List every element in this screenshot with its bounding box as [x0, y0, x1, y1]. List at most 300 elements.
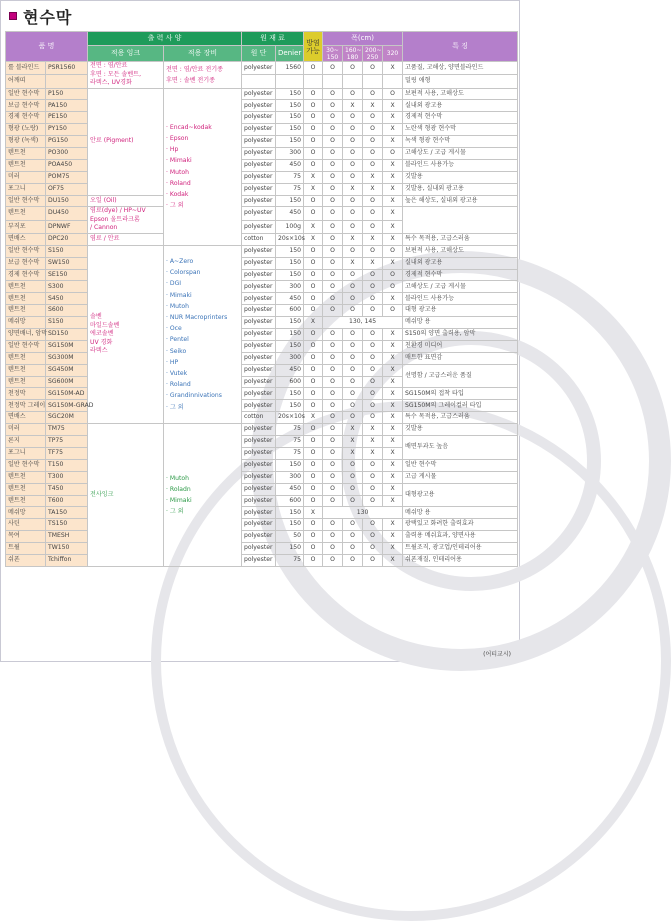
ink-group: 전면 : 염/안료 후면 : 모든 솔벤트, 라텍스, UV경화	[88, 62, 164, 89]
width-availability: X	[383, 159, 403, 171]
flame-retardant: O	[304, 269, 323, 281]
model-code: PSR1560	[46, 62, 88, 75]
denier-value: 150	[276, 100, 304, 112]
width-availability: X	[383, 424, 403, 436]
product-name: 경제 현수막	[6, 269, 46, 281]
fabric-type: polyester	[242, 364, 276, 376]
product-name: 미러	[6, 171, 46, 183]
width-availability: O	[363, 364, 383, 376]
width-availability: O	[343, 305, 363, 317]
width-availability: X	[343, 100, 363, 112]
width-availability: X	[383, 195, 403, 207]
ink-group: 염료(dye) / HP~UV Epson 울트라크롬 / Cannon	[88, 207, 164, 234]
width-availability: O	[363, 159, 383, 171]
width-availability: O	[343, 388, 363, 400]
width-availability: O	[323, 483, 343, 495]
denier-value: 150	[276, 543, 304, 555]
flame-retardant: O	[304, 293, 323, 305]
denier-value: 50	[276, 531, 304, 543]
width-availability: X	[383, 436, 403, 448]
fabric-type: polyester	[242, 543, 276, 555]
product-name: 면배스	[6, 233, 46, 245]
product-name: 텐트천	[6, 364, 46, 376]
fabric-type: polyester	[242, 495, 276, 507]
flame-retardant: X	[304, 412, 323, 424]
width-availability: O	[323, 88, 343, 100]
width-availability: X	[363, 447, 383, 459]
flame-retardant: O	[304, 531, 323, 543]
fabric-type: polyester	[242, 340, 276, 352]
width-availability: O	[363, 329, 383, 341]
fabric-type: polyester	[242, 269, 276, 281]
ink-group: 전사잉크	[88, 424, 164, 567]
flame-retardant: O	[304, 100, 323, 112]
flame-retardant: O	[304, 483, 323, 495]
model-code: SG150M-AD	[46, 388, 88, 400]
width-availability: X	[343, 257, 363, 269]
fabric-type: polyester	[242, 507, 276, 519]
width-availability: O	[343, 159, 363, 171]
table-row	[6, 183, 518, 195]
model-code: SW150	[46, 257, 88, 269]
width-availability: O	[343, 459, 363, 471]
header-width-4: 320	[383, 46, 403, 62]
product-name: 텐트천	[6, 147, 46, 159]
product-name: 천정막	[6, 388, 46, 400]
fabric-type: polyester	[242, 471, 276, 483]
product-name: 형광 (녹색)	[6, 136, 46, 148]
feature-text: 고해상도 / 고급 게시물	[403, 147, 518, 159]
product-name: 트윌	[6, 543, 46, 555]
product-name: 텐트천	[6, 293, 46, 305]
width-availability: O	[383, 305, 403, 317]
product-name: 양면배너, 암막	[6, 329, 46, 341]
feature-text: 높은 해상도, 실내외 광고용	[403, 195, 518, 207]
fabric-type: polyester	[242, 136, 276, 148]
denier-value: 300	[276, 352, 304, 364]
denier-value: 20s×10s	[276, 233, 304, 245]
width-availability: O	[323, 159, 343, 171]
width-availability: X	[383, 447, 403, 459]
denier-value: 150	[276, 317, 304, 329]
width-availability: O	[323, 136, 343, 148]
width-availability: X	[343, 424, 363, 436]
equipment-group: · A~Zero · Colorspan · DGI · Mimaki · Mutoh · NUR Macroprinters · Oce · Pentel · Seiko · HP · Vutek · Roland · Grandinnivations · 그 외	[164, 245, 242, 423]
width-availability: O	[363, 495, 383, 507]
header-fabric: 원 단	[242, 46, 276, 62]
fabric-type: polyester	[242, 62, 276, 75]
equipment-group: · Mutoh · Roladn · Mimaki · 그 외	[164, 424, 242, 567]
width-availability: X	[363, 436, 383, 448]
model-code: TW150	[46, 543, 88, 555]
width-availability: O	[343, 519, 363, 531]
feature-text: 보편적 사용, 고해상도	[403, 245, 518, 257]
width-availability: O	[323, 388, 343, 400]
width-availability: O	[363, 88, 383, 100]
width-availability	[323, 75, 343, 88]
fabric-type: polyester	[242, 124, 276, 136]
flame-retardant: O	[304, 245, 323, 257]
width-availability: O	[343, 136, 363, 148]
model-code: S300	[46, 281, 88, 293]
width-availability: O	[363, 136, 383, 148]
width-availability: O	[323, 364, 343, 376]
width-availability: O	[343, 495, 363, 507]
model-code: TMESH	[46, 531, 88, 543]
product-name: 쉬폰	[6, 554, 46, 566]
flame-retardant: O	[304, 364, 323, 376]
product-name: 어깨띠	[6, 75, 46, 88]
header-width-3: 200~ 250	[363, 46, 383, 62]
width-availability: O	[343, 412, 363, 424]
flame-retardant: O	[304, 195, 323, 207]
width-availability: O	[343, 220, 363, 233]
feature-text: 트윌조직, 광고업/인테리어용	[403, 543, 518, 555]
feature-text: 일반 현수막	[403, 459, 518, 471]
width-availability	[363, 75, 383, 88]
model-code: SG150M	[46, 340, 88, 352]
denier-value: 150	[276, 112, 304, 124]
equipment-group: 전면 : 염/안료 전기종 후면 : 솔벤 전기종	[164, 62, 242, 89]
table-row	[6, 388, 518, 400]
width-availability: O	[323, 543, 343, 555]
fabric-type: polyester	[242, 100, 276, 112]
fabric-type: polyester	[242, 483, 276, 495]
denier-value: 300	[276, 471, 304, 483]
fabric-type: polyester	[242, 171, 276, 183]
flame-retardant	[304, 75, 323, 88]
width-availability: O	[323, 171, 343, 183]
width-availability: O	[343, 329, 363, 341]
denier-value: 150	[276, 124, 304, 136]
denier-value: 150	[276, 507, 304, 519]
width-availability: X	[363, 233, 383, 245]
width-availability: X	[383, 112, 403, 124]
denier-value: 75	[276, 424, 304, 436]
width-availability: O	[363, 352, 383, 364]
feature-text: 경제적 현수막	[403, 112, 518, 124]
width-availability: O	[363, 459, 383, 471]
model-code: TF75	[46, 447, 88, 459]
denier-value: 150	[276, 88, 304, 100]
model-code: Tchiffon	[46, 554, 88, 566]
width-availability: O	[323, 245, 343, 257]
width-availability: X	[343, 183, 363, 195]
width-availability: X	[383, 171, 403, 183]
product-name: 면배스	[6, 412, 46, 424]
width-availability: O	[343, 281, 363, 293]
width-availability: X	[383, 364, 403, 376]
fabric-type: polyester	[242, 257, 276, 269]
width-availability: O	[323, 376, 343, 388]
fabric-type: polyester	[242, 519, 276, 531]
product-name: 미러	[6, 424, 46, 436]
feature-text: 메쉬망 용	[403, 507, 518, 519]
model-code: POM75	[46, 171, 88, 183]
flame-retardant: O	[304, 136, 323, 148]
flame-retardant: X	[304, 317, 323, 329]
table-row	[6, 257, 518, 269]
header-ink: 적용 잉크	[88, 46, 164, 62]
feature-text: 깃발용, 실내외 광고용	[403, 183, 518, 195]
product-name: 일반 현수막	[6, 195, 46, 207]
product-name: 텐트천	[6, 159, 46, 171]
width-availability: X	[383, 543, 403, 555]
flame-retardant: X	[304, 233, 323, 245]
flame-retardant: O	[304, 471, 323, 483]
title-marker-icon	[9, 12, 17, 20]
table-row	[6, 483, 518, 495]
fabric-type: polyester	[242, 207, 276, 220]
table-row	[6, 159, 518, 171]
width-availability: O	[363, 388, 383, 400]
flame-retardant: O	[304, 447, 323, 459]
width-availability: X	[383, 183, 403, 195]
table-row	[6, 245, 518, 257]
fabric-type: polyester	[242, 554, 276, 566]
banner-spec-table	[5, 31, 518, 567]
width-availability: O	[323, 436, 343, 448]
denier-value: 150	[276, 400, 304, 412]
width-availability: O	[323, 400, 343, 412]
table-row	[6, 112, 518, 124]
table-row	[6, 100, 518, 112]
width-availability: O	[323, 207, 343, 220]
product-name: 천정막 그레이	[6, 400, 46, 412]
width-availability: O	[363, 340, 383, 352]
flame-retardant: O	[304, 388, 323, 400]
denier-value: 75	[276, 183, 304, 195]
product-name: 텐트천	[6, 495, 46, 507]
width-availability: O	[323, 305, 343, 317]
width-availability: O	[343, 269, 363, 281]
width-availability: X	[383, 554, 403, 566]
width-availability: O	[363, 207, 383, 220]
denier-value: 450	[276, 483, 304, 495]
ink-group: 솔벤 마일드솔벤 에코솔벤 UV 경화 라텍스	[88, 245, 164, 423]
product-name: 메쉬망	[6, 507, 46, 519]
fabric-type: polyester	[242, 195, 276, 207]
model-code: T150	[46, 459, 88, 471]
width-availability: O	[343, 471, 363, 483]
table-row	[6, 293, 518, 305]
width-availability: O	[343, 88, 363, 100]
table-row	[6, 436, 518, 448]
width-availability: O	[383, 281, 403, 293]
model-code: DU150	[46, 195, 88, 207]
table-row	[6, 281, 518, 293]
width-availability: O	[363, 112, 383, 124]
model-code: S600	[46, 305, 88, 317]
fabric-type: polyester	[242, 305, 276, 317]
table-row	[6, 412, 518, 424]
denier-value: 450	[276, 207, 304, 220]
model-code: T450	[46, 483, 88, 495]
denier-value: 150	[276, 195, 304, 207]
width-availability: X	[383, 376, 403, 388]
table-row	[6, 207, 518, 220]
feature-text: 깃발용	[403, 424, 518, 436]
model-code: SG600M	[46, 376, 88, 388]
denier-value	[276, 75, 304, 88]
feature-text: 블라인드 사용가능	[403, 159, 518, 171]
model-code: T600	[46, 495, 88, 507]
denier-value: 150	[276, 245, 304, 257]
product-name: 롤 블라인드	[6, 62, 46, 75]
flame-retardant: O	[304, 147, 323, 159]
width-merged: 130	[323, 507, 403, 519]
table-row	[6, 543, 518, 555]
footer-note: (어티교시)	[483, 651, 511, 658]
width-availability: X	[383, 519, 403, 531]
width-availability: O	[343, 543, 363, 555]
width-availability: X	[343, 447, 363, 459]
page-title-block	[9, 5, 72, 27]
width-availability: O	[343, 340, 363, 352]
denier-value: 450	[276, 293, 304, 305]
width-availability: O	[343, 376, 363, 388]
denier-value: 150	[276, 388, 304, 400]
page-title: 현수막	[23, 7, 73, 27]
product-name: 일반 현수막	[6, 340, 46, 352]
width-availability: O	[343, 171, 363, 183]
denier-value: 75	[276, 447, 304, 459]
denier-value: 600	[276, 376, 304, 388]
width-availability: O	[323, 62, 343, 75]
width-availability: O	[363, 281, 383, 293]
model-code: TP75	[46, 436, 88, 448]
fabric-type: polyester	[242, 293, 276, 305]
denier-value: 450	[276, 159, 304, 171]
product-name: 일반 현수막	[6, 459, 46, 471]
flame-retardant: O	[304, 495, 323, 507]
feature-text: 쉬폰재질, 인테리어용	[403, 554, 518, 566]
width-availability: X	[383, 329, 403, 341]
model-code: PE150	[46, 112, 88, 124]
model-code	[46, 75, 88, 88]
feature-text: 보편적 사용, 고해상도	[403, 88, 518, 100]
model-code: SG450M	[46, 364, 88, 376]
model-code: SE150	[46, 269, 88, 281]
feature-text: 고해상도 / 고급 게시물	[403, 281, 518, 293]
width-availability: O	[323, 183, 343, 195]
fabric-type: polyester	[242, 424, 276, 436]
width-availability: X	[383, 400, 403, 412]
width-availability: O	[363, 269, 383, 281]
width-availability: X	[383, 124, 403, 136]
width-availability: X	[343, 233, 363, 245]
model-code: SD150	[46, 329, 88, 341]
width-availability: O	[343, 207, 363, 220]
width-availability: X	[363, 171, 383, 183]
product-name: 텐트천	[6, 376, 46, 388]
flame-retardant: O	[304, 424, 323, 436]
denier-value: 1560	[276, 62, 304, 75]
feature-text: 메쉬망 용	[403, 317, 518, 329]
fabric-type: polyester	[242, 183, 276, 195]
table-row	[6, 317, 518, 329]
table-row	[6, 531, 518, 543]
denier-value: 150	[276, 329, 304, 341]
width-availability: X	[383, 233, 403, 245]
flame-retardant: O	[304, 340, 323, 352]
flame-retardant: O	[304, 459, 323, 471]
width-availability: O	[323, 340, 343, 352]
width-availability: O	[323, 220, 343, 233]
product-name: 일반 현수막	[6, 245, 46, 257]
product-name: 일반 현수막	[6, 88, 46, 100]
table-row	[6, 233, 518, 245]
header-width: 폭(cm)	[323, 32, 403, 46]
feature-text: 깃발용	[403, 171, 518, 183]
feature-text: S150의 양면 출력용, 암막	[403, 329, 518, 341]
model-code: PG150	[46, 136, 88, 148]
denier-value: 300	[276, 281, 304, 293]
table-row	[6, 171, 518, 183]
table-row	[6, 471, 518, 483]
fabric-type: polyester	[242, 388, 276, 400]
table-row	[6, 424, 518, 436]
flame-retardant: X	[304, 220, 323, 233]
model-code: PA150	[46, 100, 88, 112]
width-availability: O	[323, 100, 343, 112]
width-availability: O	[383, 245, 403, 257]
width-availability: X	[383, 471, 403, 483]
flame-retardant: O	[304, 376, 323, 388]
model-code: PO300	[46, 147, 88, 159]
feature-text: 광택있고 화려한 출력효과	[403, 519, 518, 531]
model-code: S150	[46, 317, 88, 329]
width-availability: O	[363, 376, 383, 388]
fabric-type: polyester	[242, 459, 276, 471]
model-code: DU450	[46, 207, 88, 220]
width-availability: O	[323, 519, 343, 531]
width-availability: O	[343, 483, 363, 495]
feature-text: 노란색 형광 현수막	[403, 124, 518, 136]
feature-text: 고급 게시물	[403, 471, 518, 483]
width-availability: X	[363, 424, 383, 436]
width-availability: O	[363, 531, 383, 543]
table-row	[6, 519, 518, 531]
flame-retardant: O	[304, 543, 323, 555]
header-material: 원 재 료	[242, 32, 304, 46]
width-availability: O	[363, 220, 383, 233]
fabric-type	[242, 75, 276, 88]
feature-text: 녹색 형광 현수막	[403, 136, 518, 148]
width-availability: O	[343, 352, 363, 364]
feature-text: 출력용 메쉬효과, 양면사용	[403, 531, 518, 543]
fabric-type: polyester	[242, 317, 276, 329]
flame-retardant: O	[304, 257, 323, 269]
model-code: T300	[46, 471, 88, 483]
denier-value: 75	[276, 554, 304, 566]
width-availability: O	[323, 281, 343, 293]
feature-text: 실내외 광고용	[403, 257, 518, 269]
width-availability: O	[343, 554, 363, 566]
model-code: DPNWF	[46, 220, 88, 233]
product-name: 사틴	[6, 519, 46, 531]
product-name: 보급 현수막	[6, 257, 46, 269]
width-availability: X	[383, 459, 403, 471]
width-availability: O	[323, 147, 343, 159]
flame-retardant: O	[304, 554, 323, 566]
denier-value: 150	[276, 269, 304, 281]
product-name: 메쉬망	[6, 317, 46, 329]
width-availability: O	[323, 112, 343, 124]
table-row	[6, 269, 518, 281]
fabric-type: polyester	[242, 281, 276, 293]
width-availability: X	[383, 207, 403, 220]
